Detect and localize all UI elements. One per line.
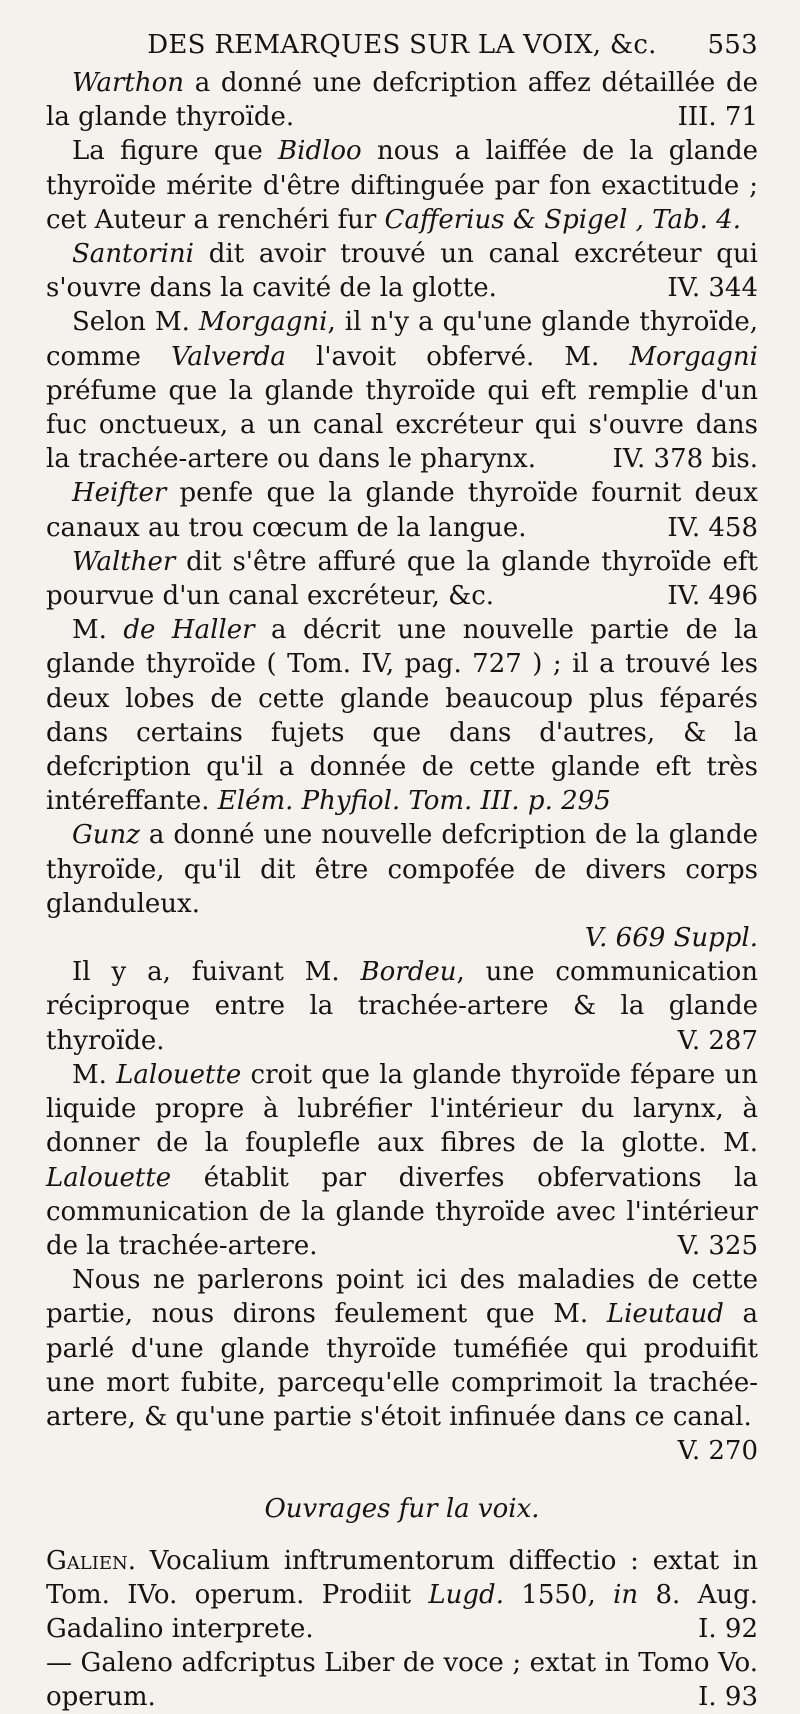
volume-reference: IV. 458 (667, 512, 758, 543)
entry-lead: — (46, 1648, 72, 1679)
body-text (46, 66, 758, 1468)
paragraph-bordeu: Il y a, fuivant M. Bordeu, une communication réciproque entre la trachée-artere & la glande thyroïde. V. 287 (46, 955, 758, 1058)
section-title: Ouvrages fur la voix. (264, 1494, 540, 1525)
volume-reference: V. 270 (677, 1436, 758, 1467)
author-name: Warthon (72, 68, 184, 98)
paragraph-santorini: Santorini dit avoir trouvé un canal excréteur qui s'ouvre dans la cavité de la glotte. IV. 344 (46, 237, 758, 305)
author-name: Morgagni (198, 307, 328, 338)
volume-reference: I. 93 (698, 1682, 758, 1713)
paragraph-heister: Heifter penfe que la glande thyroïde fournit deux canaux au trou cœcum de la langue. IV. 458 (46, 476, 758, 544)
author-name: Heifter (72, 478, 167, 509)
author-name: Walther (72, 546, 176, 577)
author-name: Lieutaud (606, 1299, 724, 1330)
volume-reference: IV. 496 (667, 581, 758, 612)
paragraph-bidloo: La figure que Bidloo nous a laiffée de la glande thyroïde mérite d'être diftinguée par fon exactitude ; cet Auteur a renchéri fur Cafferius & Spigel , Tab. 4. (46, 136, 758, 235)
paragraph-haller: M. de Haller a décrit une nouvelle partie de la glande thyroïde ( Tom. IV, pag. 727 ) ; il a trouvé les deux lobes de cette glande beaucoup plus féparés dans certains fujets que dans d'autres, & la defcription qu'il a donnée de cette glande eft très intéreffante. Elém. Phyfiol. Tom. III. p. 295 (46, 615, 758, 817)
volume-reference: V. 325 (677, 1230, 758, 1261)
volume-reference: III. 71 (677, 102, 758, 133)
page-number: 553 (707, 30, 758, 60)
volume-reference: IV. 378 bis. (612, 444, 758, 475)
author-name: Santorini (72, 239, 194, 270)
paragraph-gunz: Gunz a donné une nouvelle defcription de la glande thyroïde, qu'il dit être compofée de divers corps glanduleux. (46, 820, 758, 919)
volume-reference: V. 287 (677, 1025, 758, 1056)
entry-lead: Galien. (46, 1546, 136, 1577)
author-name: Bidloo (278, 136, 362, 167)
running-title: DES REMARQUES SUR LA VOIX, &c. (147, 30, 657, 60)
volume-reference: IV. 344 (667, 273, 758, 304)
paragraph-lieutaud: Nous ne parlerons point ici des maladies de cette partie, nous dirons feulement que M. Lieutaud a parlé d'une glande thyroïde tuméfiée qui produifit une mort fubite, parcequ'elle comprimoit la trachée-artere, & qu'une partie s'étoit infinuée dans ce canal. V. 270 (46, 1263, 758, 1434)
bibliography (46, 1544, 758, 1714)
author-name: Bordeu (360, 957, 457, 988)
bibliography-entry-galien-2: — Galeno adfcriptus Liber de voce ; extat in Tomo Vo. operum. I. 93 (46, 1648, 758, 1713)
bibliography-entry-galien-1: Galien. Vocalium inftrumentorum diffectio : extat in Tom. IVo. operum. Prodiit Lugd. 1550, in 8. Aug. Gadalino interprete. I. 92 (46, 1546, 759, 1645)
paragraph-walther: Walther dit s'être affuré que la glande thyroïde eft pourvue d'un canal excréteur, &c. IV. 496 (46, 545, 758, 613)
author-name: de Haller (123, 615, 255, 646)
volume-reference: I. 92 (698, 1614, 758, 1645)
paragraph-morgagni: Selon M. Morgagni, il n'y a qu'une glande thyroïde, comme Valverda l'avoit obfervé. M. Morgagni préfume que la glande thyroïde qui eft remplie d'un fuc onctueux, a un canal excréteur qui s'ouvre dans la trachée-artere ou dans le pharynx. IV. 378 bis. (46, 305, 758, 476)
running-header (46, 30, 758, 60)
paragraph-warthon: Warthon a donné une defcription affez détaillée de la glande thyroïde. III. 71 (46, 66, 758, 134)
paragraph-lalouette: M. Lalouette croit que la glande thyroïde fépare un liquide propre à lubréfier l'intérieur du larynx, à donner de la fouplefle aux fibres de la glotte. M. Lalouette établit par diverfes obfervations la communication de la glande thyroïde avec l'intérieur de la trachée-artere. V. 325 (46, 1058, 758, 1263)
volume-reference: V. 669 Suppl. (584, 923, 758, 954)
author-name: Lalouette (116, 1059, 242, 1090)
author-name: Gunz (72, 820, 140, 851)
